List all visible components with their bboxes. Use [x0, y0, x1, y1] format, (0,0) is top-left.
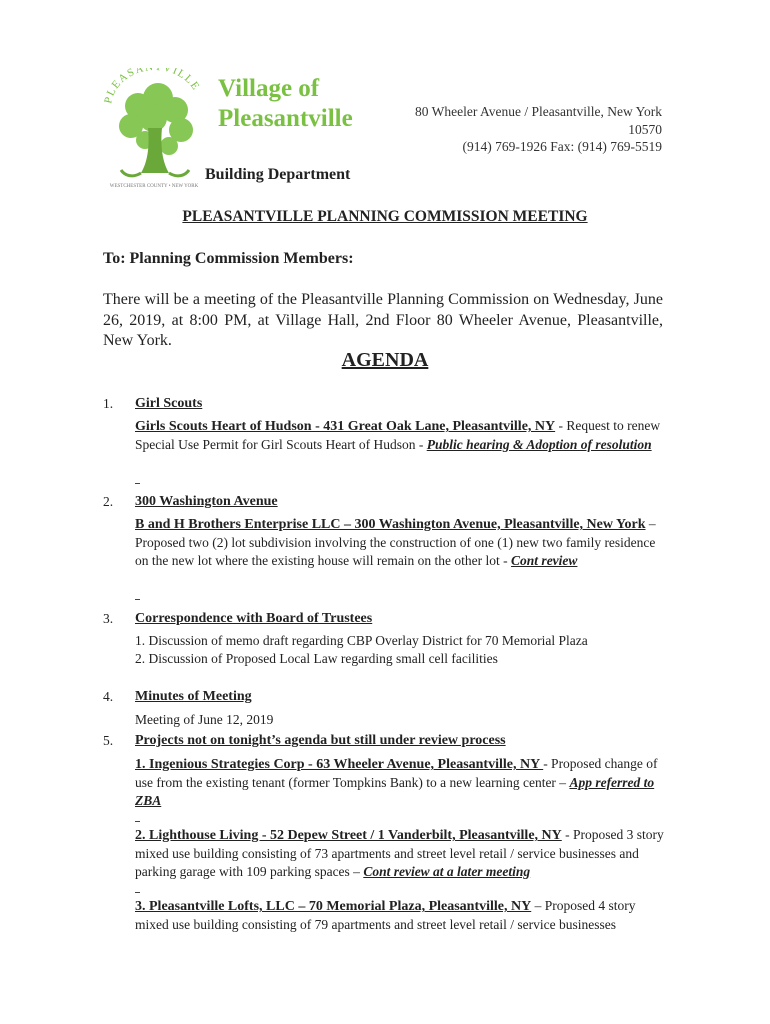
item-line: Meeting of June 12, 2019 — [135, 712, 274, 727]
address-zip: 10570 — [628, 121, 662, 137]
to-line: To: Planning Commission Members: — [103, 250, 354, 267]
item-number: 3. — [103, 611, 114, 626]
item-action: Cont review — [511, 553, 578, 568]
item-line: 2. Discussion of Proposed Local Law regarding small cell facilities — [135, 651, 498, 666]
project-subject: 1. Ingenious Strategies Corp - 63 Wheeler Avenue, Pleasantville, NY — [135, 757, 544, 772]
item-heading: Correspondence with Board of Trustees — [135, 611, 373, 626]
project-text: – Proposed 4 story mixed use building consisting of 79 apartments and street level retail / service businesses — [135, 898, 636, 932]
intro-paragraph: There will be a meeting of the Pleasantville Planning Commission on Wednesday, June 26, 2019, at 8:00 PM, at Village Hall, 2nd Floor 80 Wheeler Avenue, Pleasantville, New York. — [103, 291, 663, 349]
item-text: - Request to renew Special Use Permit for Girl Scouts Heart of Hudson - — [135, 418, 661, 452]
item-subject: B and H Brothers Enterprise LLC – 300 Washington Avenue, Pleasantville, New York — [135, 517, 646, 532]
project-action: Cont review at a later meeting — [363, 864, 531, 879]
item-heading: Minutes of Meeting — [135, 689, 252, 704]
item-text: – Proposed two (2) lot subdivision involving the construction of one (1) new two family residence on the new lot where the existing house will remain on the other lot - — [135, 516, 656, 568]
meeting-title: PLEASANTVILLE PLANNING COMMISSION MEETING — [182, 208, 588, 225]
svg-text:WESTCHESTER COUNTY • NEW YORK: WESTCHESTER COUNTY • NEW YORK — [109, 184, 199, 189]
item-description — [135, 417, 665, 454]
item-number: 5. — [103, 733, 114, 748]
placeholder-mark — [135, 599, 140, 600]
placeholder-mark — [135, 892, 140, 893]
item-subject: Girls Scouts Heart of Hudson - 431 Great Oak Lane, Pleasantville, NY — [135, 419, 556, 434]
item-number: 4. — [103, 689, 114, 704]
phone-fax: (914) 769-1926 Fax: (914) 769-5519 — [462, 139, 662, 154]
project-entry — [135, 897, 665, 934]
item-heading: 300 Washington Avenue — [135, 494, 278, 509]
item-action: Public hearing & Adoption of resolution — [426, 437, 652, 452]
agenda-title: AGENDA — [341, 349, 429, 371]
project-subject: 2. Lighthouse Living - 52 Depew Street / 1 Vanderbilt, Pleasantville, NY — [135, 828, 562, 843]
village-seal-logo — [103, 68, 205, 192]
project-action: App referred to ZBA — [135, 775, 655, 808]
svg-text:PLEASANTVILLE: PLEASA VILLE — [103, 68, 203, 105]
item-heading: Girl Scouts — [135, 396, 203, 411]
project-text: - Proposed change of use from the existing tenant (former Tompkins Bank) to a new learning center – — [135, 756, 658, 790]
project-entry — [135, 755, 665, 810]
village-name-line2: Pleasantville — [218, 105, 353, 132]
item-line: 1. Discussion of memo draft regarding CBP Overlay District for 70 Memorial Plaza — [135, 633, 588, 648]
item-heading: Projects not on tonight’s agenda but still under review process — [135, 733, 506, 748]
address-street: 80 Wheeler Avenue / Pleasantville, New York — [415, 104, 662, 119]
item-description — [135, 515, 665, 570]
address-block — [415, 103, 662, 156]
project-subject: 3. Pleasantville Lofts, LLC – 70 Memorial Plaza, Pleasantville, NY — [135, 899, 532, 914]
project-entry — [135, 826, 665, 881]
placeholder-mark — [135, 821, 140, 822]
project-text: - Proposed 3 story mixed use building consisting of 73 apartments and street level retail / service businesses and parking garage with 109 parking spaces – — [135, 827, 664, 879]
item-number: 2. — [103, 494, 114, 509]
village-name — [218, 74, 353, 134]
department-name: Building Department — [205, 166, 351, 183]
placeholder-mark — [135, 483, 140, 484]
item-number: 1. — [103, 396, 114, 411]
village-name-line1: Village of — [218, 75, 320, 102]
